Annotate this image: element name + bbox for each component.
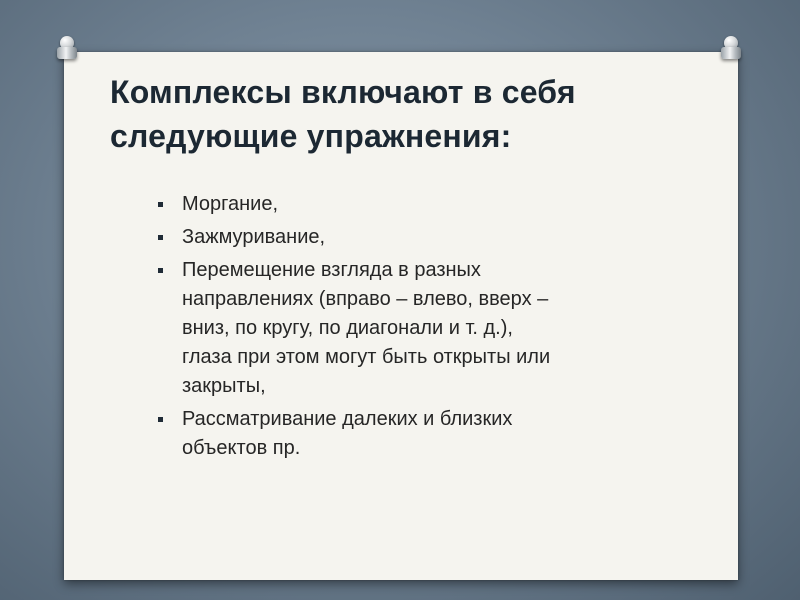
list-item-text: Рассматривание далеких и близких <box>182 408 513 430</box>
list-item-text: Зажмуривание, <box>182 226 326 248</box>
list-item-text: вниз, по кругу, по диагонали и т. д.), <box>182 317 513 339</box>
list-item <box>158 223 678 252</box>
slide-title <box>110 70 730 158</box>
list-item-text: закрыты, <box>182 375 266 397</box>
title-line: Комплексы включают в себя <box>110 74 576 110</box>
list-item <box>158 256 678 401</box>
square-bullet-icon <box>158 202 163 207</box>
list-item-text: глаза при этом могут быть открыты или <box>182 346 551 368</box>
square-bullet-icon <box>158 417 163 422</box>
square-bullet-icon <box>158 268 163 273</box>
list-item-text: объектов пр. <box>182 437 301 459</box>
title-line: следующие упражнения: <box>110 118 512 154</box>
pushpin-icon <box>57 36 77 62</box>
list-item <box>158 190 678 219</box>
list-item-text: Моргание, <box>182 193 279 215</box>
list-item-text: направлениях (вправо – влево, вверх – <box>182 288 549 310</box>
list-item <box>158 405 678 463</box>
list-item-text: Перемещение взгляда в разных <box>182 259 481 281</box>
bullet-list <box>158 190 678 467</box>
pushpin-icon <box>721 36 741 62</box>
square-bullet-icon <box>158 235 163 240</box>
